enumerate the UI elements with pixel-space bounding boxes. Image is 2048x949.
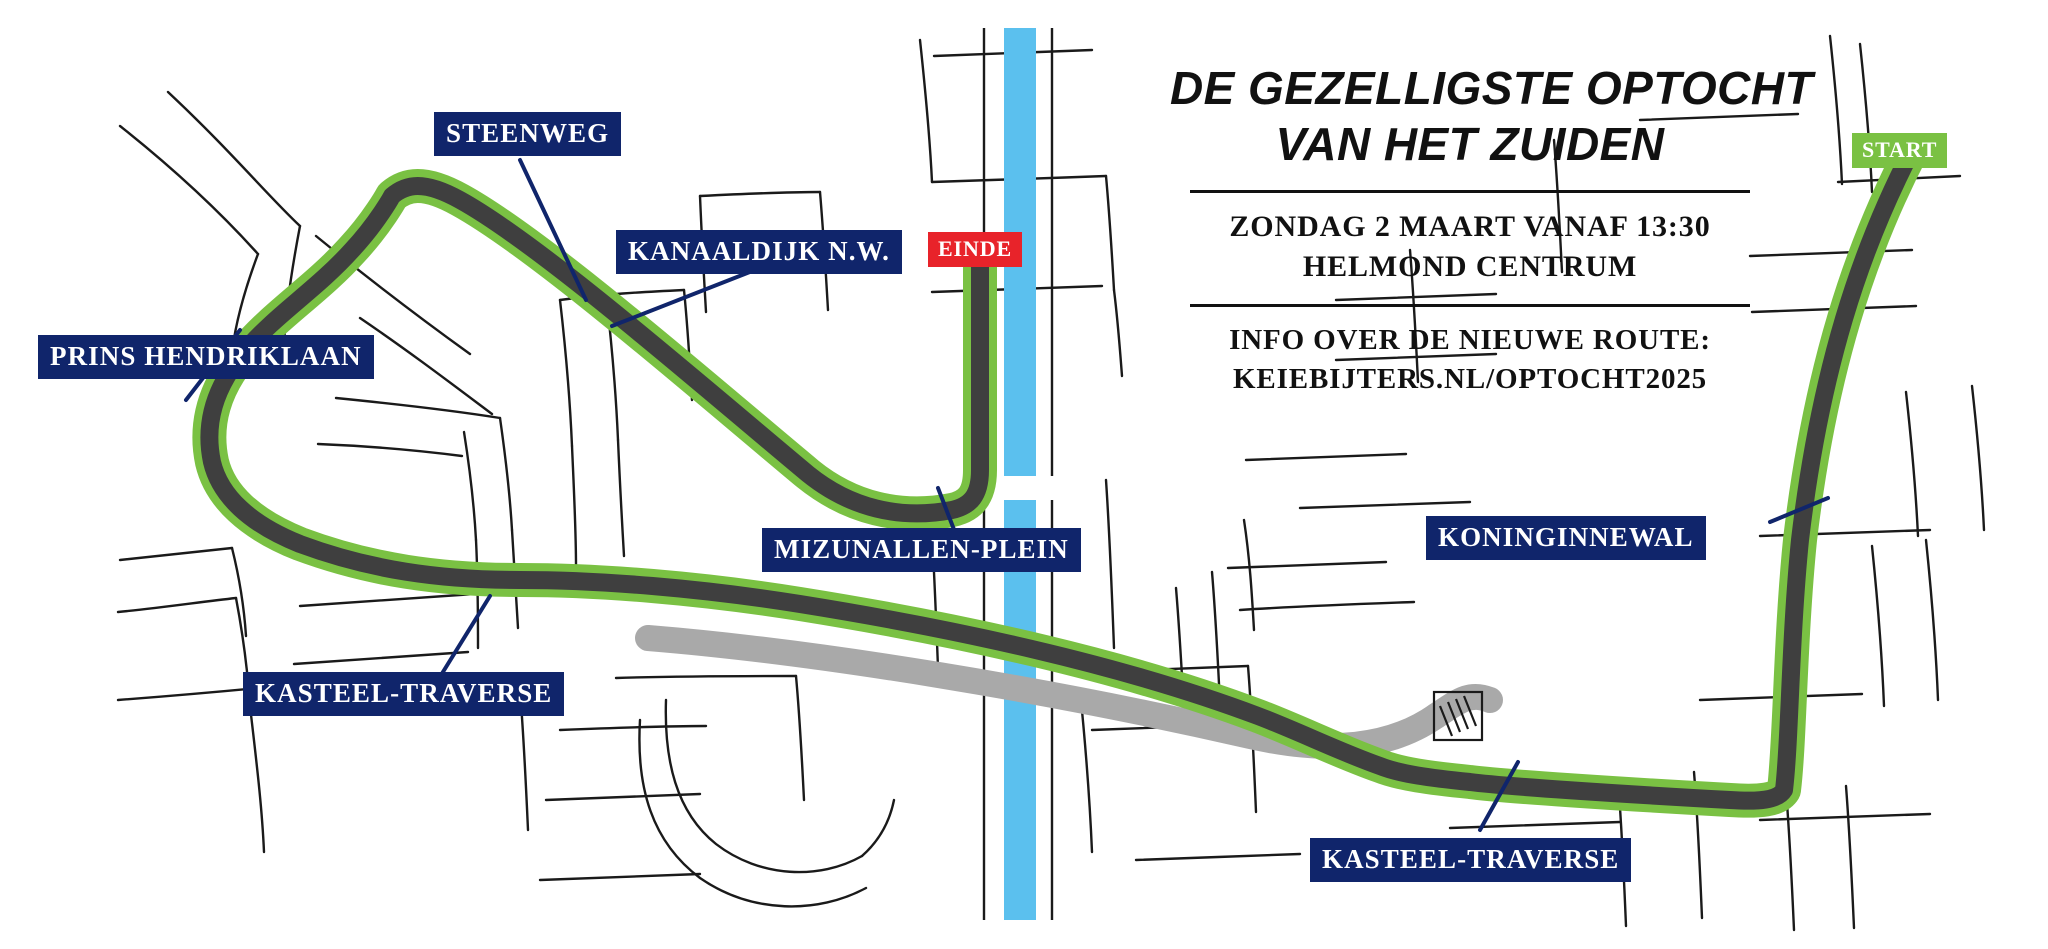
street-label-prins-hendriklaan: PRINS HENDRIKLAAN [38, 335, 374, 379]
poster-place-line: HELMOND CENTRUM [1302, 249, 1638, 283]
marker-start: START [1852, 133, 1947, 168]
divider-bottom [1190, 304, 1750, 307]
street-label-kasteel-traverse-east: KASTEEL-TRAVERSE [1310, 838, 1631, 882]
street-label-kasteel-traverse-west: KASTEEL-TRAVERSE [243, 672, 564, 716]
marker-einde: EINDE [928, 232, 1022, 267]
divider-top [1190, 190, 1750, 193]
poster-headline-line1: DE GEZELLIGSTE OPTOCHT [1170, 62, 1814, 114]
poster-info-panel [1170, 60, 1814, 398]
street-label-mizunallen-plein: MIZUNALLEN-PLEIN [762, 528, 1081, 572]
poster-headline-line2: VAN HET ZUIDEN [1275, 118, 1665, 171]
street-label-kanaaldijk-nw: KANAALDIJK N.W. [616, 230, 902, 274]
street-label-steenweg: STEENWEG [434, 112, 621, 156]
street-label-koninginnewal: KONINGINNEWAL [1426, 516, 1706, 560]
poster-info-line2: KEIEBIJTERS.NL/OPTOCHT2025 [1232, 362, 1708, 395]
poster-info-line1: INFO OVER DE NIEUWE ROUTE: [1229, 324, 1711, 357]
poster-date-line: ZONDAG 2 MAART VANAF 13:30 [1229, 210, 1711, 244]
